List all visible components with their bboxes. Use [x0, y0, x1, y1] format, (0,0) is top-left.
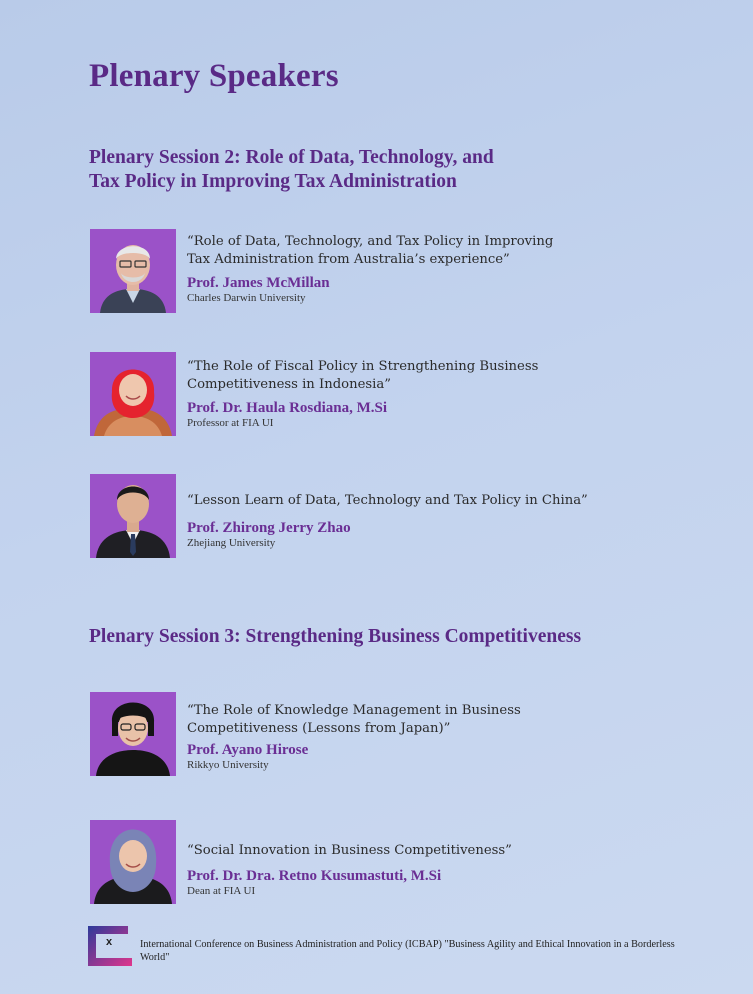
session-3-title-line1: Plenary Session 3: Strengthening Business Competitiveness: [89, 626, 582, 647]
talk-title: “The Role of Fiscal Policy in Strengthening Business Competitiveness in Indonesia”: [187, 359, 539, 392]
speaker-photo: [90, 352, 176, 436]
speaker-text: [187, 842, 707, 898]
talk-title: “Role of Data, Technology, and Tax Policy in Improving Tax Administration from Australia’s experience”: [187, 234, 554, 267]
session-2-title-line2: Tax Policy in Improving Tax Administration: [89, 171, 457, 192]
speaker-photo: [90, 474, 176, 558]
speaker-text: [187, 492, 707, 550]
speaker-name: Prof. Dr. Haula Rosdiana, M.Si: [187, 400, 388, 416]
speaker-affiliation: Professor at FIA UI: [187, 417, 274, 429]
session-2-title: [89, 146, 494, 194]
speaker-text: [187, 233, 707, 305]
speaker-name: Prof. Ayano Hirose: [187, 742, 309, 758]
speaker-name: Prof. Dr. Dra. Retno Kusumastuti, M.Si: [187, 868, 442, 884]
page-number: x: [106, 936, 113, 948]
speaker-name: Prof. James McMillan: [187, 275, 330, 291]
session-3-title: [89, 625, 581, 649]
talk-title: “Lesson Learn of Data, Technology and Tax Policy in China”: [187, 493, 588, 508]
speaker-text: [187, 358, 707, 430]
talk-title: “Social Innovation in Business Competitiveness”: [187, 843, 512, 858]
speaker-affiliation: Charles Darwin University: [187, 292, 306, 304]
footer: [86, 922, 686, 970]
speaker-photo: [90, 692, 176, 776]
speaker-text: [187, 702, 707, 772]
footer-text: International Conference on Business Administration and Policy (ICBAP) "Business Agility and Ethical Innovation in a Borderless World": [140, 939, 675, 963]
speaker-affiliation: Dean at FIA UI: [187, 885, 256, 897]
session-2-title-line1: Plenary Session 2: Role of Data, Technology, and: [89, 147, 494, 168]
talk-title: “The Role of Knowledge Management in Business Competitiveness (Lessons from Japan)”: [187, 703, 521, 736]
speaker-affiliation: Zhejiang University: [187, 537, 276, 549]
speaker-affiliation: Rikkyo University: [187, 759, 269, 771]
speaker-photo: [90, 229, 176, 313]
page-title: Plenary Speakers: [89, 58, 339, 94]
speaker-name: Prof. Zhirong Jerry Zhao: [187, 520, 351, 536]
speaker-photo: [90, 820, 176, 904]
